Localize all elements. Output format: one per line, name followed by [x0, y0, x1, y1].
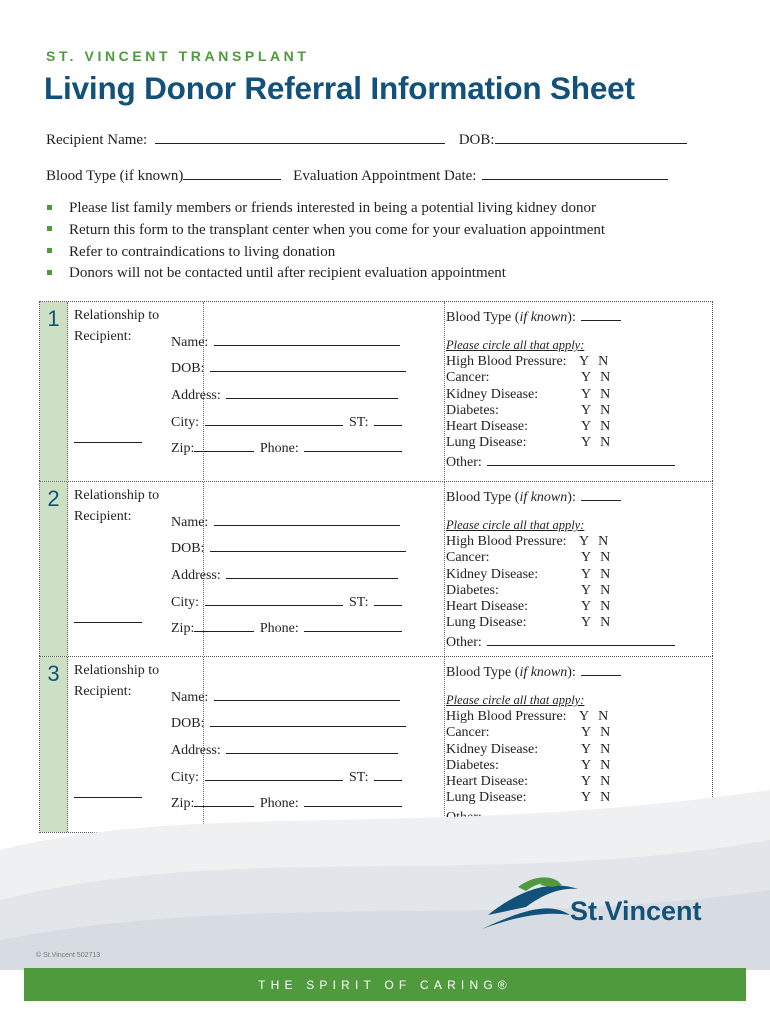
organization-name: ST. VINCENT TRANSPLANT [46, 48, 310, 64]
donor-city-row [171, 412, 402, 431]
yes-option[interactable]: Y [581, 566, 592, 582]
condition-label: Lung Disease: [446, 435, 527, 451]
condition-label: Heart Disease: [446, 419, 529, 435]
recipient-blood-type-field[interactable] [183, 166, 281, 180]
condition-row [446, 599, 611, 615]
condition-label: Lung Disease: [446, 615, 527, 631]
yes-option[interactable]: Y [581, 582, 592, 598]
donor-section-1 [39, 301, 713, 483]
donor-zip-field[interactable] [194, 438, 254, 452]
donor-blood-type-row: Blood Type (if known): [446, 662, 621, 681]
no-option[interactable]: N [600, 435, 611, 451]
bullet-icon [47, 270, 52, 275]
donor-zip-label: Zip: [171, 441, 195, 456]
donor-name-label: Name: [171, 335, 209, 350]
donor-other-row [446, 452, 675, 471]
yes-no-choice [579, 709, 608, 725]
donor-state-field[interactable] [374, 767, 402, 781]
condition-row [446, 435, 611, 451]
donor-name-label: Name: [171, 515, 209, 530]
tagline: THE SPIRIT OF CARING® [258, 978, 512, 992]
condition-row [446, 534, 609, 550]
donor-other-label: Other: [446, 455, 482, 470]
yes-option[interactable]: Y [579, 534, 590, 549]
condition-label: Diabetes: [446, 402, 499, 418]
no-option[interactable]: N [600, 599, 611, 615]
donor-dob-label: DOB: [171, 361, 205, 376]
yes-no-choice [581, 419, 610, 435]
yes-no-choice [581, 758, 610, 774]
donor-address-row [171, 565, 398, 584]
donor-name-label: Name: [171, 690, 209, 705]
condition-label: Kidney Disease: [446, 566, 539, 582]
bullet-icon [47, 205, 52, 210]
st-vincent-logo [478, 873, 718, 935]
condition-row [446, 370, 611, 386]
recipient-dob-label: DOB: [458, 132, 495, 148]
yes-no-choice [581, 725, 610, 741]
condition-row [446, 354, 609, 370]
condition-row [446, 741, 611, 758]
donor-blood-type-row: Blood Type (if known): [446, 307, 621, 326]
relationship-label: Relationship to Recipient: [74, 488, 160, 524]
donor-city-label: City: [171, 595, 200, 610]
no-option[interactable]: N [600, 566, 611, 582]
condition-label: High Blood Pressure: [446, 709, 567, 724]
instruction-list [44, 198, 605, 285]
yes-no-choice [581, 742, 610, 758]
donor-address-field[interactable] [226, 740, 398, 754]
bullet-icon [47, 248, 52, 253]
donor-dob-row [171, 358, 406, 377]
list-item: Return this form to the transplant center when you come for your evaluation appointment [44, 220, 605, 242]
list-item: Donors will not be contacted until after recipient evaluation appointment [44, 263, 605, 285]
condition-row [446, 757, 611, 774]
circle-hint: Please circle all that apply: [446, 518, 585, 532]
no-option[interactable]: N [600, 741, 611, 757]
condition-label: Lung Disease: [446, 790, 527, 806]
yes-option[interactable]: Y [581, 550, 592, 566]
donor-address-label: Address: [171, 743, 221, 758]
page-title: Living Donor Referral Information Sheet [44, 70, 635, 106]
donor-phone-field[interactable] [304, 438, 402, 452]
condition-label: Cancer: [446, 725, 490, 741]
condition-row [446, 615, 611, 631]
donor-other-field[interactable] [487, 632, 675, 646]
yes-option[interactable]: Y [581, 790, 592, 806]
donor-address-row [171, 740, 398, 759]
condition-row [446, 419, 611, 435]
yes-option[interactable]: Y [579, 709, 590, 724]
no-option[interactable]: N [600, 615, 611, 631]
no-option[interactable]: N [600, 550, 611, 566]
donor-phone-label: Phone: [259, 621, 299, 636]
condition-row [446, 550, 611, 566]
no-option[interactable]: N [600, 774, 611, 790]
evaluation-date-field[interactable] [482, 166, 668, 180]
donor-phone-field[interactable] [304, 618, 402, 632]
evaluation-date-label: Evaluation Appointment Date: [293, 168, 477, 184]
yes-no-choice [581, 599, 610, 615]
donor-other-label: Other: [446, 635, 482, 650]
yes-no-choice [579, 534, 608, 550]
donor-dob-row [171, 538, 406, 557]
no-option[interactable]: N [598, 354, 609, 369]
condition-list [446, 354, 611, 452]
recipient-name-label: Recipient Name: [46, 132, 148, 148]
donor-phone-label: Phone: [259, 441, 299, 456]
yes-option[interactable]: Y [581, 370, 592, 386]
yes-option[interactable]: Y [581, 419, 592, 435]
donor-dob-field[interactable] [210, 713, 406, 727]
donor-zip-label: Zip: [171, 621, 195, 636]
donor-name-row [171, 332, 400, 351]
no-option[interactable]: N [600, 419, 611, 435]
relationship-label: Relationship to Recipient: [74, 308, 160, 344]
donor-address-row [171, 385, 398, 404]
recipient-name-field[interactable] [155, 130, 445, 144]
yes-option[interactable]: Y [581, 615, 592, 631]
donor-city-field[interactable] [205, 767, 343, 781]
yes-option[interactable]: Y [581, 402, 592, 418]
donor-other-row [446, 632, 675, 651]
donor-city-label: City: [171, 770, 200, 785]
svg-text:St.Vincent: St.Vincent [570, 896, 702, 926]
yes-option[interactable]: Y [581, 435, 592, 451]
no-option[interactable]: N [600, 370, 611, 386]
condition-row [446, 566, 611, 583]
donor-city-field[interactable] [205, 592, 343, 606]
donor-address-label: Address: [171, 568, 221, 583]
condition-row [446, 402, 611, 419]
donor-number: 3 [47, 661, 60, 686]
donor-phone-label: Phone: [259, 796, 299, 811]
yes-no-choice [581, 403, 610, 419]
condition-label: Heart Disease: [446, 599, 529, 615]
condition-label: High Blood Pressure: [446, 354, 567, 369]
no-option[interactable]: N [598, 534, 609, 549]
condition-label: Kidney Disease: [446, 741, 539, 757]
copyright-note: © St.Vincent 502713 [36, 952, 101, 959]
condition-row [446, 386, 611, 403]
donor-name-field[interactable] [214, 332, 400, 346]
yes-no-choice [581, 550, 610, 566]
no-option[interactable]: N [600, 725, 611, 741]
donor-state-field[interactable] [374, 592, 402, 606]
donor-blood-type-row: Blood Type (if known): [446, 487, 621, 506]
yes-no-choice [581, 370, 610, 386]
yes-option[interactable]: Y [581, 599, 592, 615]
list-item: Refer to contraindications to living donation [44, 242, 605, 264]
donor-address-label: Address: [171, 388, 221, 403]
no-option[interactable]: N [598, 709, 609, 724]
yes-no-choice [581, 387, 610, 403]
donor-name-field[interactable] [214, 512, 400, 526]
yes-no-choice [581, 435, 610, 451]
condition-label: Cancer: [446, 370, 490, 386]
no-option[interactable]: N [600, 402, 611, 418]
yes-option[interactable]: Y [579, 354, 590, 369]
donor-number: 2 [47, 486, 60, 511]
bullet-icon [47, 226, 52, 231]
no-option[interactable]: N [600, 790, 611, 806]
yes-no-choice [581, 583, 610, 599]
footer-bar [24, 968, 746, 1001]
list-item: Please list family members or friends interested in being a potential living kidney donor [44, 198, 605, 220]
donor-zip-row [171, 438, 402, 457]
yes-no-choice [579, 354, 608, 370]
donor-zip-label: Zip: [171, 796, 195, 811]
donor-city-row [171, 592, 402, 611]
donor-blood-type-field[interactable] [581, 307, 621, 321]
donor-blood-type-field[interactable] [581, 487, 621, 501]
recipient-name-row [46, 130, 687, 149]
donor-address-field[interactable] [226, 385, 398, 399]
yes-option[interactable]: Y [581, 725, 592, 741]
donor-blood-type-field[interactable] [581, 662, 621, 676]
donor-city-label: City: [171, 415, 200, 430]
condition-label: High Blood Pressure: [446, 534, 567, 549]
donor-address-field[interactable] [226, 565, 398, 579]
donor-section-2 [39, 481, 713, 658]
yes-no-choice [581, 615, 610, 631]
relationship-field[interactable] [74, 442, 142, 443]
recipient-blood-row [46, 166, 668, 185]
donor-name-row [171, 512, 400, 531]
condition-list [446, 534, 611, 632]
donor-state-label: ST: [349, 595, 369, 610]
donor-name-field[interactable] [214, 687, 400, 701]
condition-label: Cancer: [446, 550, 490, 566]
yes-option[interactable]: Y [581, 774, 592, 790]
donor-dob-field[interactable] [210, 538, 406, 552]
no-option[interactable]: N [600, 582, 611, 598]
circle-hint: Please circle all that apply: [446, 338, 585, 352]
yes-no-choice [581, 567, 610, 583]
condition-row [446, 709, 609, 725]
donor-name-row [171, 687, 400, 706]
donor-dob-row [171, 713, 406, 732]
condition-row [446, 725, 611, 741]
donor-number-column [40, 482, 68, 657]
donor-city-field[interactable] [205, 412, 343, 426]
donor-zip-row [171, 618, 402, 637]
donor-dob-field[interactable] [210, 358, 406, 372]
no-option[interactable]: N [600, 386, 611, 402]
circle-hint: Please circle all that apply: [446, 693, 585, 707]
donor-number-column [40, 302, 68, 482]
condition-label: Diabetes: [446, 757, 499, 773]
recipient-blood-type-label: Blood Type (if known) [46, 168, 184, 184]
condition-row [446, 582, 611, 599]
donor-other-field[interactable] [487, 452, 675, 466]
donor-dob-label: DOB: [171, 541, 205, 556]
recipient-dob-field[interactable] [495, 130, 687, 144]
donor-state-label: ST: [349, 415, 369, 430]
condition-label: Kidney Disease: [446, 386, 539, 402]
donor-number: 1 [47, 306, 60, 331]
yes-option[interactable]: Y [581, 757, 592, 773]
donor-dob-label: DOB: [171, 716, 205, 731]
no-option[interactable]: N [600, 757, 611, 773]
relationship-label: Relationship to Recipient: [74, 663, 160, 699]
donor-state-field[interactable] [374, 412, 402, 426]
yes-option[interactable]: Y [581, 741, 592, 757]
condition-label: Heart Disease: [446, 774, 529, 790]
condition-label: Diabetes: [446, 582, 499, 598]
yes-option[interactable]: Y [581, 386, 592, 402]
donor-state-label: ST: [349, 770, 369, 785]
donor-zip-field[interactable] [194, 618, 254, 632]
relationship-field[interactable] [74, 622, 142, 623]
